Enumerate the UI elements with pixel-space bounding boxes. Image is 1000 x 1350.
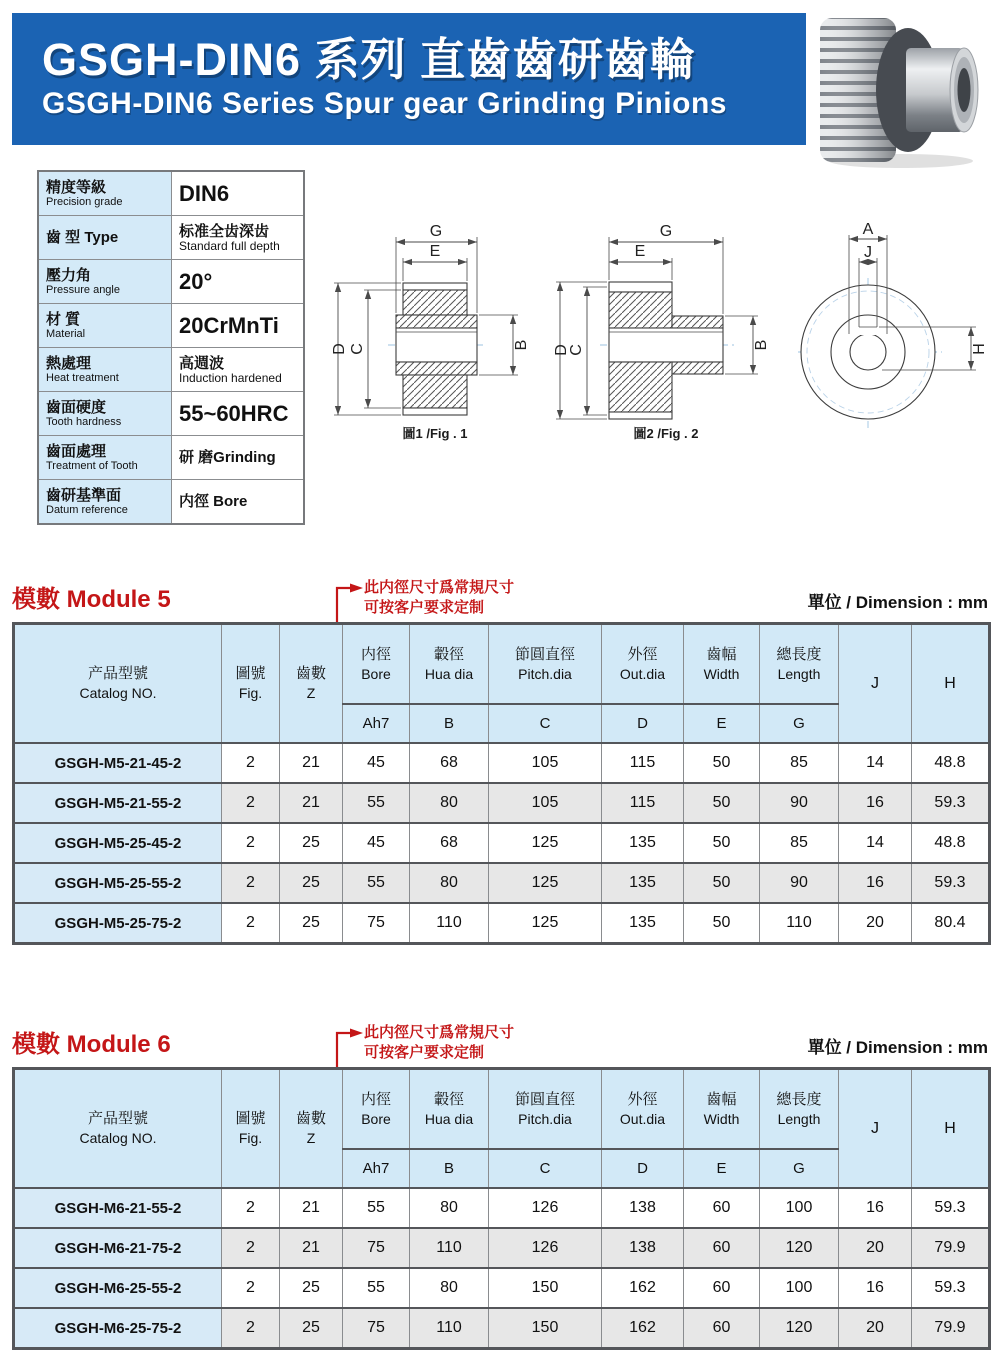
module5-bore-note (364, 578, 514, 618)
col-header-width: 齒幅 Width (684, 624, 760, 705)
fig1-caption: 圖1 /Fig . 1 (402, 426, 468, 441)
value-cell: 2 (222, 743, 280, 783)
col-header-hub-dia: 轂徑 Hua dia (410, 624, 489, 705)
module6-bore-note (364, 1023, 514, 1063)
spec-row (38, 304, 304, 348)
spec-row (38, 216, 304, 260)
value-cell: 2 (222, 1268, 280, 1308)
spec-row (38, 171, 304, 216)
col-header-fig-zh: 圖號 (235, 665, 266, 682)
value-cell: 50 (684, 863, 760, 903)
col-header-fig-en: Fig. (238, 685, 263, 701)
value-cell: 80 (410, 1268, 489, 1308)
dim-label-j: J (864, 244, 872, 261)
page-title: GSGH-DIN6 系列 直齒齒研齒輪 (42, 34, 697, 85)
value-cell: 75 (343, 903, 410, 944)
col-header-pitch-dia: 節圓直徑 Pitch.dia (489, 1069, 602, 1150)
dim-label-b: B (513, 339, 530, 351)
spec-row (38, 436, 304, 480)
value-cell: 50 (684, 783, 760, 823)
value-cell: 2 (222, 823, 280, 863)
value-cell: 85 (760, 743, 839, 783)
value-cell: 2 (222, 1188, 280, 1228)
value-cell: 21 (280, 743, 343, 783)
table-row (14, 1308, 990, 1349)
spec-value-cell: 高週波 Induction hardened (172, 348, 305, 392)
col-header-length: 總長度 Length (760, 1069, 839, 1150)
value-cell: 79.9 (912, 1228, 990, 1268)
catalog-number-cell: GSGH-M6-25-75-2 (14, 1308, 222, 1349)
col-header-catalog (14, 624, 222, 744)
catalog-number-cell: GSGH-M5-21-55-2 (14, 783, 222, 823)
spec-value-cell: 20CrMnTi (172, 304, 305, 348)
col-header-out-dia: 外徑 Out.dia (602, 1069, 684, 1150)
value-cell: 135 (602, 903, 684, 944)
value-cell: 105 (489, 743, 602, 783)
dim-label-d: D (331, 343, 348, 355)
value-cell: 79.9 (912, 1308, 990, 1349)
value-cell: 2 (222, 1308, 280, 1349)
spec-label-cell: 精度等級 Precision grade (38, 171, 172, 216)
value-cell: 45 (343, 823, 410, 863)
module5-title: 模數 Module 5 (12, 586, 171, 613)
subheader-d: D (602, 1149, 684, 1188)
spec-row (38, 480, 304, 525)
subheader-d: D (602, 704, 684, 743)
catalog-number-cell: GSGH-M6-25-55-2 (14, 1268, 222, 1308)
col-header-fig (222, 624, 280, 744)
value-cell: 126 (489, 1228, 602, 1268)
value-cell: 50 (684, 743, 760, 783)
spec-label-cell: 齒面硬度 Tooth hardness (38, 392, 172, 436)
table-row (14, 783, 990, 823)
value-cell: 20 (839, 903, 912, 944)
dim-label-a: A (862, 222, 874, 238)
value-cell: 138 (602, 1228, 684, 1268)
dim-label-b: B (753, 339, 770, 351)
col-header-bore: 内徑 Bore (343, 1069, 410, 1150)
col-header-catalog-zh: 产品型號 (87, 665, 148, 682)
spec-table (37, 170, 305, 525)
value-cell: 25 (280, 823, 343, 863)
col-header-z: 齒數 Z (280, 1069, 343, 1189)
spec-label-cell: 熱處理 Heat treatment (38, 348, 172, 392)
value-cell: 135 (602, 863, 684, 903)
value-cell: 85 (760, 823, 839, 863)
value-cell: 135 (602, 823, 684, 863)
value-cell: 90 (760, 783, 839, 823)
value-cell: 25 (280, 863, 343, 903)
note-line-1: 此内徑尺寸爲常規尺寸 (364, 1024, 515, 1041)
value-cell: 110 (410, 1228, 489, 1268)
note-line-2: 可按客户要求定制 (364, 1044, 485, 1061)
value-cell: 162 (602, 1308, 684, 1349)
spec-value-cell: DIN6 (172, 171, 305, 216)
spec-label-cell: 齒面處理 Treatment of Tooth (38, 436, 172, 480)
module5-unit-label: 單位 / Dimension : mm (807, 593, 988, 612)
col-header-z-en: Z (306, 685, 316, 701)
value-cell: 115 (602, 783, 684, 823)
value-cell: 21 (280, 1228, 343, 1268)
note-arrow-icon (330, 1026, 366, 1068)
value-cell: 125 (489, 823, 602, 863)
value-cell: 59.3 (912, 1188, 990, 1228)
value-cell: 25 (280, 1268, 343, 1308)
value-cell: 16 (839, 1268, 912, 1308)
value-cell: 2 (222, 783, 280, 823)
spec-label-cell: 材 質 Material (38, 304, 172, 348)
table-row (14, 1268, 990, 1308)
col-header-j: J (839, 624, 912, 744)
value-cell: 75 (343, 1228, 410, 1268)
value-cell: 110 (410, 1308, 489, 1349)
col-header-hub-dia: 轂徑 Hua dia (410, 1069, 489, 1150)
value-cell: 48.8 (912, 743, 990, 783)
spec-value-cell: 55~60HRC (172, 392, 305, 436)
value-cell: 25 (280, 903, 343, 944)
value-cell: 80 (410, 863, 489, 903)
col-header-h: H (912, 624, 990, 744)
value-cell: 2 (222, 903, 280, 944)
note-line-1: 此内徑尺寸爲常規尺寸 (364, 579, 515, 596)
value-cell: 80 (410, 1188, 489, 1228)
table-row (14, 743, 990, 783)
subheader-e: E (684, 704, 760, 743)
value-cell: 125 (489, 903, 602, 944)
dim-label-c: C (568, 344, 585, 356)
module6-title: 模數 Module 6 (12, 1031, 171, 1058)
fig1-drawing (330, 222, 540, 452)
subheader-g: G (760, 1149, 839, 1188)
catalog-number-cell: GSGH-M5-25-55-2 (14, 863, 222, 903)
gear-product-photo (806, 8, 992, 172)
value-cell: 50 (684, 823, 760, 863)
subheader-b: B (410, 1149, 489, 1188)
front-view-drawing (790, 222, 990, 452)
dim-label-c: C (349, 343, 366, 355)
value-cell: 25 (280, 1308, 343, 1349)
spec-label-cell: 齒 型 Type (38, 216, 172, 260)
value-cell: 2 (222, 1228, 280, 1268)
note-arrow-icon (330, 581, 366, 623)
value-cell: 59.3 (912, 1268, 990, 1308)
spec-row (38, 348, 304, 392)
value-cell: 2 (222, 863, 280, 903)
table-row (14, 863, 990, 903)
col-header-out-dia: 外徑 Out.dia (602, 624, 684, 705)
value-cell: 90 (760, 863, 839, 903)
table-row (14, 1228, 990, 1268)
table-row (14, 1188, 990, 1228)
spec-label-cell: 齒研基準面 Datum reference (38, 480, 172, 525)
dim-label-e: E (634, 243, 646, 260)
col-header-catalog: 产品型號 Catalog NO. (14, 1069, 222, 1189)
spec-value-cell: 标准全齿深齿 Standard full depth (172, 216, 305, 260)
subheader-b: B (410, 704, 489, 743)
table-row (14, 903, 990, 944)
module5-table (12, 622, 991, 945)
spec-row (38, 392, 304, 436)
col-header-bore: 内徑 Bore (343, 624, 410, 705)
table-row (14, 823, 990, 863)
value-cell: 125 (489, 863, 602, 903)
value-cell: 14 (839, 823, 912, 863)
catalog-number-cell: GSGH-M5-25-75-2 (14, 903, 222, 944)
value-cell: 21 (280, 783, 343, 823)
value-cell: 110 (760, 903, 839, 944)
value-cell: 68 (410, 823, 489, 863)
value-cell: 80 (410, 783, 489, 823)
fig2-caption: 圖2 /Fig . 2 (633, 426, 699, 441)
col-header-catalog-en: Catalog NO. (79, 685, 157, 701)
gear-photo-image (806, 8, 992, 172)
value-cell: 55 (343, 1268, 410, 1308)
page-subtitle: GSGH-DIN6 Series Spur gear Grinding Pinions (42, 87, 727, 120)
col-header-z (280, 624, 343, 744)
dim-label-g: G (429, 223, 443, 240)
col-header-fig: 圖號 Fig. (222, 1069, 280, 1189)
value-cell: 110 (410, 903, 489, 944)
value-cell: 75 (343, 1308, 410, 1349)
value-cell: 60 (684, 1308, 760, 1349)
dim-label-d: D (553, 344, 570, 356)
spec-row (38, 260, 304, 304)
value-cell: 55 (343, 783, 410, 823)
col-header-pitch-dia: 節圓直徑 Pitch.dia (489, 624, 602, 705)
value-cell: 105 (489, 783, 602, 823)
value-cell: 80.4 (912, 903, 990, 944)
note-line-2: 可按客户要求定制 (364, 599, 485, 616)
subheader-c: C (489, 1149, 602, 1188)
value-cell: 162 (602, 1268, 684, 1308)
spec-value-cell: 内徑 Bore (172, 480, 305, 525)
subheader-c: C (489, 704, 602, 743)
subheader-e: E (684, 1149, 760, 1188)
value-cell: 60 (684, 1228, 760, 1268)
catalog-number-cell: GSGH-M6-21-75-2 (14, 1228, 222, 1268)
col-header-width: 齒幅 Width (684, 1069, 760, 1150)
value-cell: 150 (489, 1268, 602, 1308)
subheader-ah7: Ah7 (343, 1149, 410, 1188)
value-cell: 68 (410, 743, 489, 783)
module6-table (12, 1067, 991, 1350)
col-header-j: J (839, 1069, 912, 1189)
value-cell: 120 (760, 1228, 839, 1268)
subheader-g: G (760, 704, 839, 743)
value-cell: 138 (602, 1188, 684, 1228)
dim-label-g: G (659, 223, 673, 240)
value-cell: 55 (343, 1188, 410, 1228)
value-cell: 16 (839, 863, 912, 903)
col-header-h: H (912, 1069, 990, 1189)
value-cell: 60 (684, 1188, 760, 1228)
value-cell: 120 (760, 1308, 839, 1349)
value-cell: 48.8 (912, 823, 990, 863)
spec-value-cell: 20° (172, 260, 305, 304)
value-cell: 16 (839, 783, 912, 823)
catalog-number-cell: GSGH-M5-21-45-2 (14, 743, 222, 783)
dim-label-h: H (971, 343, 988, 355)
value-cell: 126 (489, 1188, 602, 1228)
value-cell: 115 (602, 743, 684, 783)
value-cell: 50 (684, 903, 760, 944)
value-cell: 59.3 (912, 863, 990, 903)
value-cell: 45 (343, 743, 410, 783)
col-header-length: 總長度 Length (760, 624, 839, 705)
value-cell: 60 (684, 1268, 760, 1308)
value-cell: 150 (489, 1308, 602, 1349)
spec-label-cell: 壓力角 Pressure angle (38, 260, 172, 304)
col-header-z-zh: 齒數 (295, 665, 326, 682)
module6-unit-label: 單位 / Dimension : mm (807, 1038, 988, 1057)
value-cell: 20 (839, 1308, 912, 1349)
subheader-ah7: Ah7 (343, 704, 410, 743)
value-cell: 21 (280, 1188, 343, 1228)
value-cell: 55 (343, 863, 410, 903)
value-cell: 100 (760, 1188, 839, 1228)
value-cell: 20 (839, 1228, 912, 1268)
dim-label-e: E (429, 243, 441, 260)
fig2-drawing (552, 222, 792, 457)
value-cell: 59.3 (912, 783, 990, 823)
value-cell: 16 (839, 1188, 912, 1228)
spec-value-cell: 研 磨Grinding (172, 436, 305, 480)
catalog-number-cell: GSGH-M5-25-45-2 (14, 823, 222, 863)
catalog-number-cell: GSGH-M6-21-55-2 (14, 1188, 222, 1228)
value-cell: 14 (839, 743, 912, 783)
value-cell: 100 (760, 1268, 839, 1308)
